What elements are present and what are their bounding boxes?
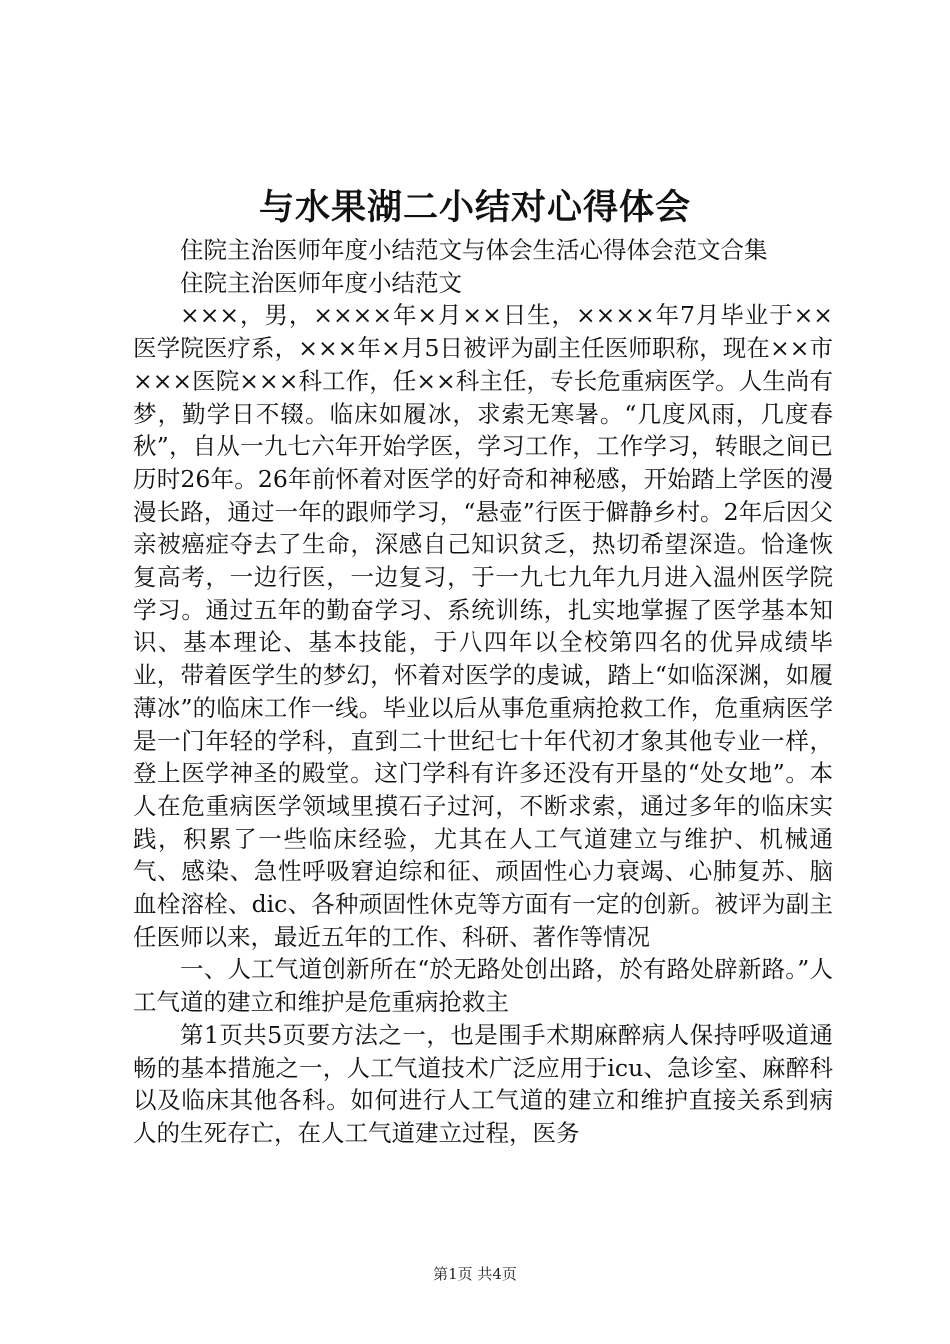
paragraph-collection-title: 住院主治医师年度小结范文与体会生活心得体会范文合集 [180,236,768,264]
document-body [133,234,833,1150]
paragraph-airway-body: 第1页共5页要方法之一，也是围手术期麻醉病人保持呼吸道通畅的基本措施之一，人工气道技术广泛应用于icu、急诊室、麻醉科以及临床其他各科。如何进行人工气道的建立和维护直接关系到病人的生死存亡，在人工气道建立过程，医务 [133,1020,833,1147]
paragraph-biography: ×××，男，××××年×月××日生，××××年7月毕业于××医学院医疗系，×××年×月5日被评为副主任医师职称，现在××市×××医院×××科工作，任××科主任，专长危重病医学。人生尚有梦，勤学日不辍。临床如履冰，求索无寒暑。“几度风雨，几度春秋”，自从一九七六年开始学医，学习工作，工作学习，转眼之间已历时26年。26年前怀着对医学的好奇和神秘感，开始踏上学医的漫漫长路，通过一年的跟师学习，“悬壶”行医于僻静乡村。2年后因父亲被癌症夺去了生命，深感自己知识贫乏，热切希望深造。恰逢恢复高考，一边行医，一边复习，于一九七九年九月进入温州医学院学习。通过五年的勤奋学习、系统训练，扎实地掌握了医学基本知识、基本理论、基本技能，于八四年以全校第四名的优异成绩毕业，带着医学生的梦幻，怀着对医学的虔诚，踏上“如临深渊，如履薄冰”的临床工作一线。毕业以后从事危重病抢救工作，危重病医学是一门年轻的学科，直到二十世纪七十年代初才象其他专业一样，登上医学神圣的殿堂。这门学科有许多还没有开垦的“处女地”。本人在危重病医学领域里摸石子过河，不断求索，通过多年的临床实践，积累了一些临床经验，尤其在人工气道建立与维护、机械通气、感染、急性呼吸窘迫综和征、顽固性心力衰竭、心肺复苏、脑血栓溶栓、dic、各种顽固性休克等方面有一定的创新。被评为副主任医师以来，最近五年的工作、科研、著作等情况 [133,301,833,951]
paragraph-airway-heading: 一、人工气道创新所在“於无路处创出路，於有路处辟新路。”人工气道的建立和维护是危重病抢救主 [133,955,833,1017]
document-title: 与水果湖二小结对心得体会 [258,187,691,228]
page-footer: 第1页 共4页 [433,1265,517,1283]
paragraph-section-title: 住院主治医师年度小结范文 [180,268,462,297]
